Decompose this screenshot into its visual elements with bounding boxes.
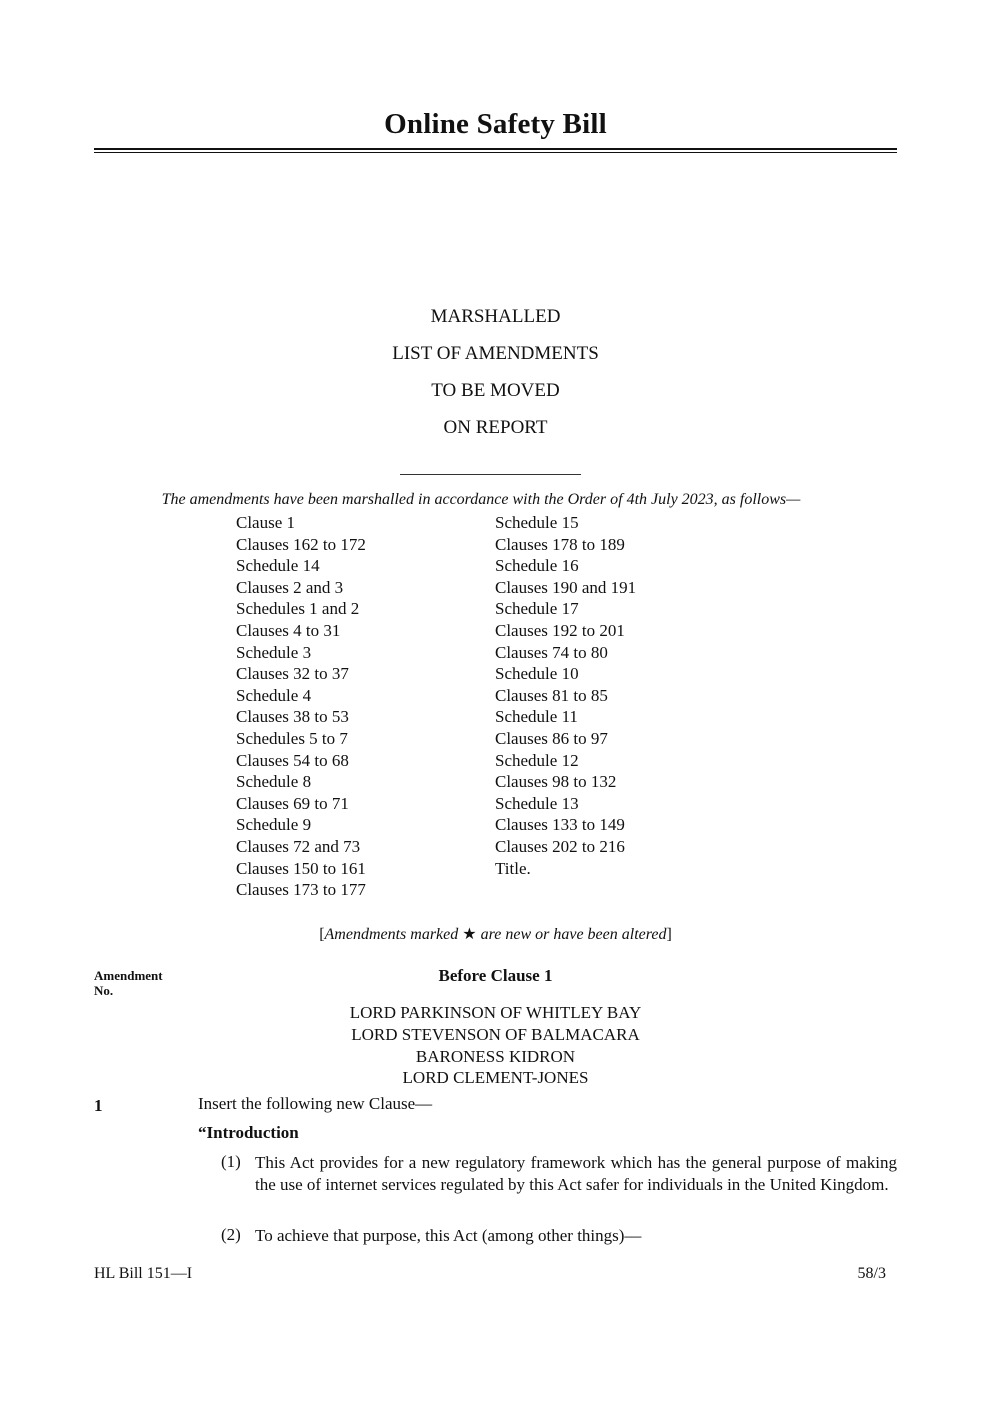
heading-line-4: ON REPORT [443, 417, 548, 438]
bill-title: Online Safety Bill [384, 108, 607, 140]
order-item: Clauses 150 to 161 [236, 858, 366, 878]
order-item: Schedule 12 [495, 750, 579, 770]
order-item: Schedule 11 [495, 707, 578, 727]
order-item: Schedule 17 [495, 599, 579, 619]
order-item: Clauses 162 to 172 [236, 534, 366, 554]
order-item: Clauses 81 to 85 [495, 685, 608, 705]
order-item: Schedule 4 [236, 685, 312, 705]
new-clause-title: “Introduction [198, 1123, 299, 1142]
order-item: Schedule 14 [236, 556, 320, 576]
amendment-number: 1 [94, 1096, 103, 1115]
order-item: Clauses 192 to 201 [495, 620, 625, 640]
order-item: Title. [495, 858, 531, 878]
sponsor-name: LORD STEVENSON OF BALMACARA [351, 1024, 640, 1044]
sponsor-name: LORD PARKINSON OF WHITLEY BAY [349, 1003, 642, 1022]
amendment-no-label-line1: Amendment [94, 968, 163, 983]
subsection-text: This Act provides for a new regulatory framework which has the general purpose of making the use of internet services regulated by this Act safer for individuals in the United Kingdom. [255, 1153, 897, 1194]
order-item: Clauses 178 to 189 [495, 534, 625, 554]
order-item: Clauses 202 to 216 [495, 836, 625, 856]
order-item: Clauses 133 to 149 [495, 815, 625, 835]
order-item: Clauses 32 to 37 [236, 664, 349, 684]
order-item: Schedules 5 to 7 [236, 728, 348, 748]
order-list-right [495, 512, 636, 879]
heading-line-2: LIST OF AMENDMENTS [392, 343, 599, 364]
order-item: Schedule 3 [236, 642, 312, 662]
note-close-bracket: ] [666, 926, 672, 943]
order-item: Schedule 10 [495, 664, 579, 684]
page-reference: 58/3 [857, 1265, 886, 1282]
sponsor-name: BARONESS KIDRON [415, 1046, 576, 1066]
amendment-no-label-line2: No. [94, 983, 114, 998]
section-heading: Before Clause 1 [438, 966, 553, 985]
order-item: Schedule 9 [236, 815, 312, 835]
amendment-instruction: Insert the following new Clause— [198, 1094, 433, 1113]
heading-line-3: TO BE MOVED [431, 380, 560, 401]
order-item: Schedule 16 [495, 556, 579, 576]
order-item: Schedules 1 and 2 [236, 599, 360, 619]
note-text-after: are new or have been altered [480, 926, 667, 943]
note-open-bracket: [ [319, 926, 325, 943]
note-text-before: Amendments marked [324, 926, 459, 943]
order-item: Schedule 8 [236, 772, 312, 792]
sponsor-name: LORD CLEMENT-JONES [402, 1068, 589, 1088]
subsection-number: (1) [221, 1152, 241, 1171]
order-item: Clauses 38 to 53 [236, 707, 349, 727]
order-item: Clauses 69 to 71 [236, 793, 349, 813]
section-divider [400, 474, 581, 475]
order-item: Schedule 15 [495, 513, 579, 532]
title-rule-thick [94, 148, 897, 150]
order-item: Clauses 86 to 97 [495, 728, 608, 748]
amendments-marked-note [0, 924, 991, 944]
sponsor-list [0, 1002, 991, 1089]
marshal-intro: The amendments have been marshalled in accordance with the Order of 4th July 2023, as follows— [161, 491, 801, 508]
order-item: Clauses 173 to 177 [236, 880, 366, 900]
order-item: Clauses 72 and 73 [236, 836, 361, 856]
order-item: Clauses 2 and 3 [236, 577, 344, 597]
order-item: Clauses 98 to 132 [495, 772, 617, 792]
order-item: Clauses 4 to 31 [236, 620, 341, 640]
heading-line-1: MARSHALLED [430, 306, 561, 327]
subsection-number: (2) [221, 1225, 241, 1244]
order-item: Schedule 13 [495, 793, 579, 813]
title-rule-thin [94, 152, 897, 153]
order-item: Clauses 54 to 68 [236, 750, 349, 770]
subsection-text: To achieve that purpose, this Act (among other things)— [255, 1226, 642, 1245]
bill-reference: HL Bill 151—I [94, 1265, 193, 1282]
order-list-left [236, 512, 366, 901]
order-item: Clauses 74 to 80 [495, 642, 608, 662]
order-item: Clauses 190 and 191 [495, 577, 637, 597]
order-item: Clause 1 [236, 513, 296, 532]
star-icon: ★ [462, 926, 477, 943]
